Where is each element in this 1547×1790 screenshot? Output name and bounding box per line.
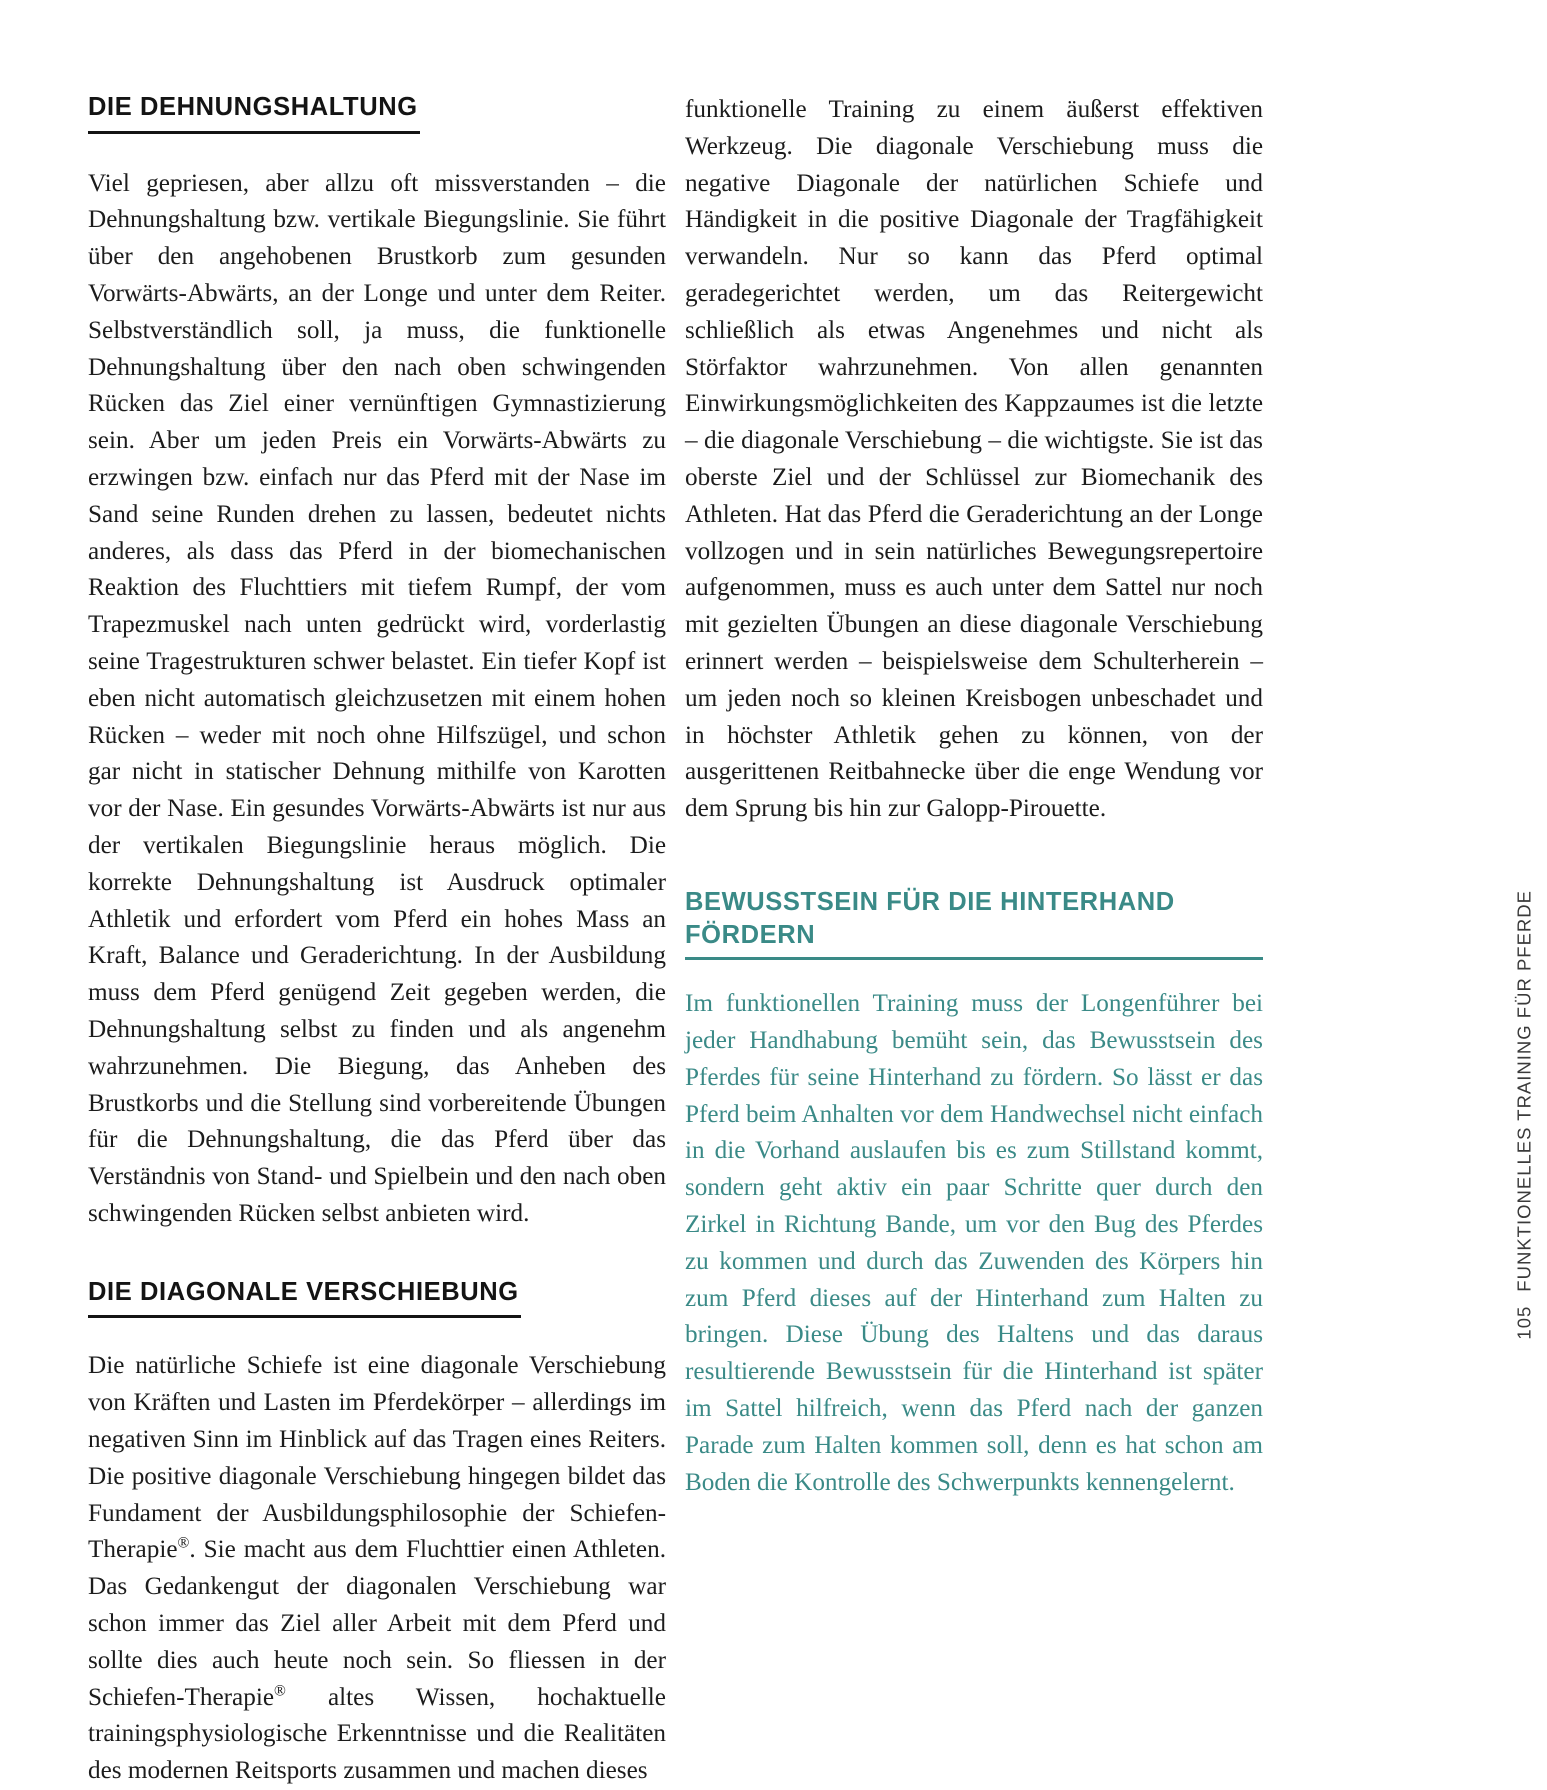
page-number: 105 (1514, 1305, 1535, 1340)
paragraph-bewusstsein-hinterhand: Im funktionellen Training muss der Longenführer bei jeder Handhabung bemüht sein, das Bewusstsein des Pferdes für seine Hinterhand zu fördern. So lässt er das Pferd beim Anhalten vor dem Handwechsel nicht einfach in die Vorhand auslaufen bis es zum Stillstand kommt, sondern geht aktiv ein paar Schritte quer durch den Zirkel in Richtung Bande, um vor den Bug des Pferdes zu kommen und durch das Zuwenden des Körpers hin zum Pferd dieses auf der Hinterhand zum Halten zu bringen. Diese Übung des Haltens und das daraus resultierende Bewusstsein für die Hinterhand ist später im Sattel hilfreich, wenn das Pferd nach der ganzen Parade zum Halten kommen soll, denn es hat schon am Boden die Kontrolle des Schwerpunkts kennengelernt. (685, 990, 1263, 1496)
heading-bewusstsein-fuer-die-hinterhand-foerdern: BEWUSSTSEIN FÜR DIE HINTERHAND FÖRDERN (685, 886, 1263, 960)
registered-trademark-symbol-2: ® (274, 1682, 286, 1700)
left-column (88, 92, 666, 1790)
paragraph-funktionelles-training: funktionelle Training zu einem äußerst effektiven Werkzeug. Die diagonale Verschiebung muss die negative Diagonale der natürlichen Schiefe und Händigkeit in die positive Diagonale der Tragfähigkeit verwandeln. Nur so kann das Pferd optimal geradegerichtet werden, um das Reitergewicht schließlich als etwas Angenehmes und nicht als Störfaktor wahrzunehmen. Von allen genannten Einwirkungsmöglichkeiten des Kappzaumes ist die letzte – die diagonale Verschiebung – die wichtigste. Sie ist das oberste Ziel und der Schlüssel zur Biomechanik des Athleten. Hat das Pferd die Geraderichtung an der Longe vollzogen und in sein natürliches Bewegungsrepertoire aufgenommen, muss es auch unter dem Sattel nur noch mit gezielten Übungen an diese diagonale Verschiebung erinnert werden – beispielsweise dem Schulterherein – um jeden noch so kleinen Kreisbogen unbeschadet und in höchster Athletik gehen zu können, von der ausgerittenen Reitbahnecke über die enge Wendung vor dem Sprung bis hin zur Galopp-Pirouette. (685, 96, 1263, 823)
heading-die-diagonale-verschiebung: DIE DIAGONALE VERSCHIEBUNG (88, 1277, 521, 1319)
side-running-header-text (1514, 890, 1536, 1340)
paragraph-dehnungshaltung: Viel gepriesen, aber allzu oft missverstanden – die Dehnungshaltung bzw. vertikale Biegungslinie. Sie führt über den angehobenen Brustkorb zum gesunden Vorwärts-Abwärts, an der Longe und unter dem Reiter. Selbstverständlich soll, ja muss, die funktionelle Dehnungshaltung über den nach oben schwingenden Rücken das Ziel einer vernünftigen Gymnastizierung sein. Aber um jeden Preis ein Vorwärts-Abwärts zu erzwingen bzw. einfach nur das Pferd mit der Nase im Sand seine Runden drehen zu lassen, bedeutet nichts anderes, als dass das Pferd in der biomechanischen Reaktion des Fluchttiers mit tiefem Rumpf, der vom Trapezmuskel nach unten gedrückt wird, vorderlastig seine Tragestrukturen schwer belastet. Ein tiefer Kopf ist eben nicht automatisch gleichzusetzen mit einem hohen Rücken – weder mit noch ohne Hilfszügel, und schon gar nicht in statischer Dehnung mithilfe von Karotten vor der Nase. Ein gesundes Vorwärts-Abwärts ist nur aus der vertikalen Biegungslinie heraus möglich. Die korrekte Dehnungshaltung ist Ausdruck optimaler Athletik und erfordert vom Pferd ein hohes Mass an Kraft, Balance und Geraderichtung. In der Ausbildung muss dem Pferd genügend Zeit gegeben werden, die Dehnungshaltung selbst zu finden und als angenehm wahrzunehmen. Die Biegung, das Anheben des Brustkorbs und die Stellung sind vorbereitende Übungen für die Dehnungshaltung, die das Pferd über das Verständnis von Stand- und Spielbein und den nach oben schwingenden Rücken selbst anbieten wird. (88, 169, 666, 1227)
heading-die-diagonale-verschiebung-wrap (88, 1277, 666, 1325)
side-running-header (1473, 0, 1533, 1779)
paragraph-diagonale-part-3: altes Wissen, hochaktuelle trainingsphysiologische Erkenntnisse und die Realitäten des modernen Reitsports zusammen und machen dieses (88, 1683, 666, 1785)
paragraph-diagonale-part-1: Die natürliche Schiefe ist eine diagonale Verschiebung von Kräften und Lasten im Pferdekörper – allerdings im negativen Sinn im Hinblick auf das Tragen eines Reiters. Die positive diagonale Verschiebung hingegen bildet das Fundament der Ausbildungsphilosophie der Schiefen-Therapie (88, 1352, 666, 1564)
paragraph-diagonale-verschiebung (88, 1348, 666, 1790)
heading-die-dehnungshaltung-wrap (88, 92, 666, 140)
right-column (685, 92, 1263, 1501)
spacer (685, 828, 1263, 886)
paragraph-diagonale-part-2: . Sie macht aus dem Fluchttier einen Athleten. Das Gedankengut der diagonalen Verschiebung war schon immer das Ziel aller Arbeit mit dem Pferd und sollte dies auch heute noch sein. So fliessen in der Schiefen-Therapie (88, 1536, 666, 1711)
two-column-text-area (88, 92, 1263, 1785)
running-header-title: FUNKTIONELLES TRAINING FÜR PFERDE (1514, 889, 1535, 1292)
registered-trademark-symbol-1: ® (177, 1534, 190, 1552)
heading-die-dehnungshaltung: DIE DEHNUNGSHALTUNG (88, 92, 420, 134)
spacer (88, 1233, 666, 1277)
heading-bewusstsein-hinterhand-wrap (685, 886, 1263, 960)
